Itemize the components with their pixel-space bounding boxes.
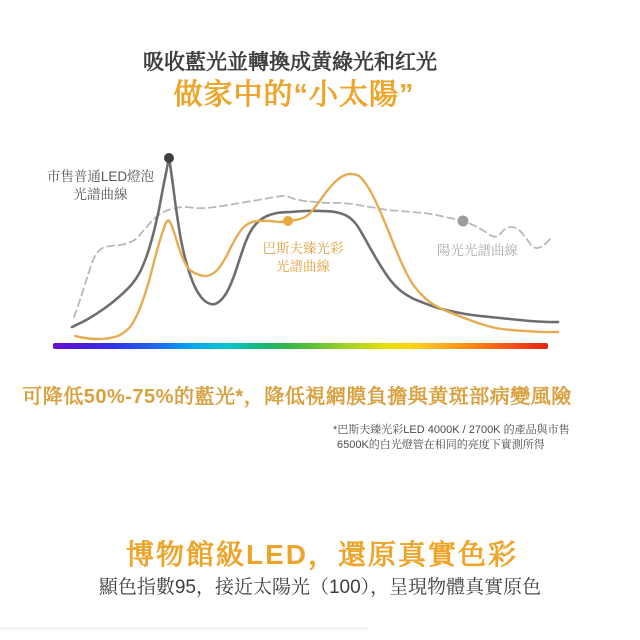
- label-sunlight-curve: 陽光光譜曲線: [437, 243, 518, 258]
- footnote-line2: 6500K的白光燈管在相同的亮度下實測所得: [337, 438, 545, 451]
- museum-grade-title: 博物館級LED，還原真實色彩: [125, 539, 518, 570]
- label-basf-line2: 光譜曲線: [276, 258, 330, 274]
- label-basf-curve: [233, 240, 373, 276]
- footnote: [333, 423, 623, 452]
- label-market-led-line2: 光譜曲線: [73, 186, 128, 202]
- footnote-line1: *巴斯夫臻光彩LED 4000K / 2700K 的產品與市售: [333, 424, 570, 436]
- marker-basf-led-dot: [283, 216, 293, 226]
- benefit-statement: 可降低50%-75%的藍光*，降低視網膜負擔與黄斑部病變風險: [22, 386, 572, 408]
- museum-grade-subtitle: 顯色指數95，接近太陽光（100），呈現物體真實原色: [98, 577, 542, 598]
- spectrum-chart: [0, 145, 640, 357]
- label-market-led-line1: 市售普通LED燈泡: [46, 169, 155, 184]
- label-market-led-curve: [28, 168, 173, 204]
- visible-spectrum-bar: [53, 343, 548, 349]
- marker-market-led-dot: [164, 153, 174, 163]
- headline-subtitle: 吸收藍光並轉換成黄綠光和红光: [143, 51, 437, 74]
- label-basf-line1: 巴斯夫臻光彩: [262, 241, 344, 256]
- marker-sunlight-dot: [458, 216, 469, 227]
- headline-title: 做家中的“小太陽”: [173, 79, 415, 111]
- next-section-edge: [0, 627, 368, 630]
